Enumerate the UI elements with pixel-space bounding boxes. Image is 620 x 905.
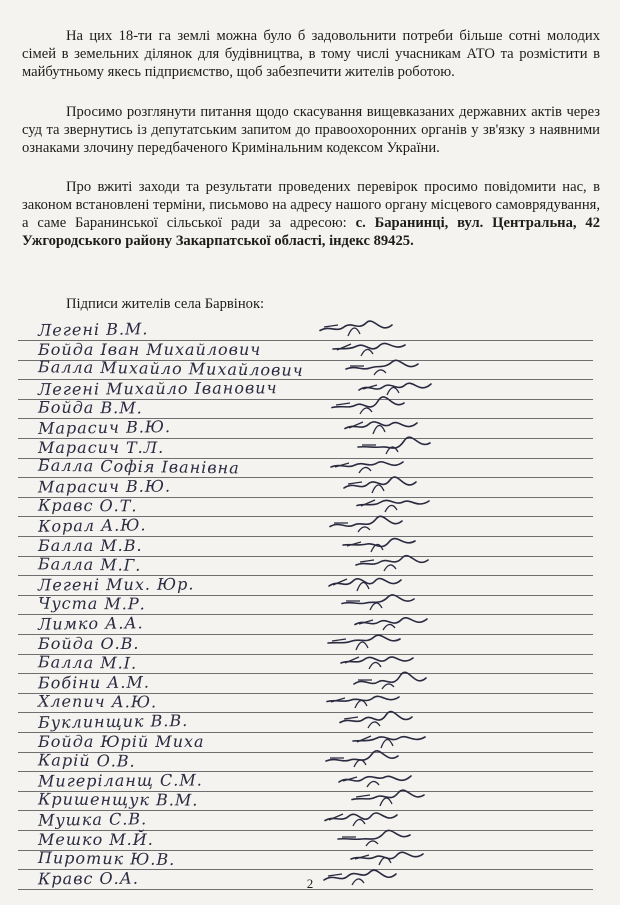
- resident-name: Бойда В.М.: [37, 398, 143, 418]
- resident-name: Легені Михайло Іванович: [37, 377, 278, 399]
- resident-name: Балла М.Г.: [37, 554, 142, 575]
- resident-name: Хлепич А.Ю.: [37, 691, 158, 712]
- resident-name: Легені В.М.: [37, 319, 149, 340]
- page-number: 2: [306, 876, 314, 891]
- resident-name: Бойда Юрій Миха: [38, 731, 205, 751]
- signature-list: [18, 0, 598, 905]
- resident-name: Балла Софія Іванівна: [37, 455, 240, 478]
- resident-name: Мушка С.В.: [37, 809, 148, 830]
- resident-name: Мешко М.Й.: [38, 829, 154, 849]
- resident-name: Бойда О.В.: [38, 633, 140, 653]
- resident-name: Буклинщик В.В.: [37, 710, 189, 733]
- resident-name: Кравс О.А.: [37, 868, 140, 889]
- resident-name: Бойда Іван Михайлович: [38, 339, 262, 359]
- resident-name: Корал А.Ю.: [37, 515, 147, 536]
- signatures-heading: Підписи жителів села Барвінок:: [66, 296, 265, 312]
- resident-name: Пиротик Ю.В.: [37, 848, 176, 870]
- resident-name: Балла М.І.: [37, 652, 138, 673]
- council-address: с. Баранинці, вул. Центральна, 42 Ужгородського району Закарпатської області, індекс 89425.: [22, 215, 600, 249]
- resident-name: Лимко А.А.: [37, 613, 144, 634]
- resident-name: Марасич В.Ю.: [37, 417, 172, 438]
- resident-name: Карій О.В.: [37, 750, 136, 771]
- resident-name: Бобіни А.М.: [37, 672, 150, 693]
- paragraph-request-cancel: Просимо розглянути питання щодо скасування вищевказаних державних актів через суд та звернутись із депутатським запитом до правоохоронних органів у зв'язку з наявними ознаками злочину передбаченого Кримінальним кодексом України.: [22, 104, 600, 156]
- resident-name: Мигеріланщ С.М.: [37, 770, 203, 791]
- paragraph-land-use: На цих 18-ти га землі можна було б задовольнити потреби більше сотні молодих сімей в земельних ділянок для будівництва, в тому числі учасникам АТО та розмістити в майбутньому якесь підприємство, щоб забезпечити жителів роботою.: [22, 28, 600, 80]
- resident-name: Балла Михайло Михайлович: [37, 357, 304, 381]
- resident-name: Чуста М.Р.: [37, 594, 146, 614]
- resident-name: Балла М.В.: [38, 535, 143, 555]
- resident-name: Легені Мих. Юр.: [37, 574, 195, 595]
- resident-name: Марасич Т.Л.: [38, 437, 165, 457]
- response-request-text: Про вжиті заходи та результати проведених перевірок просимо повідомити нас, в законом встановлені терміни, письмово на адресу нашого органу місцевого самоврядування, а саме Баранинської сільської ради за адресою:: [22, 179, 600, 231]
- resident-name: Кравс О.Т.: [37, 496, 138, 516]
- resident-name: Кришенщук В.М.: [37, 789, 199, 810]
- resident-name: Марасич В.Ю.: [37, 476, 172, 497]
